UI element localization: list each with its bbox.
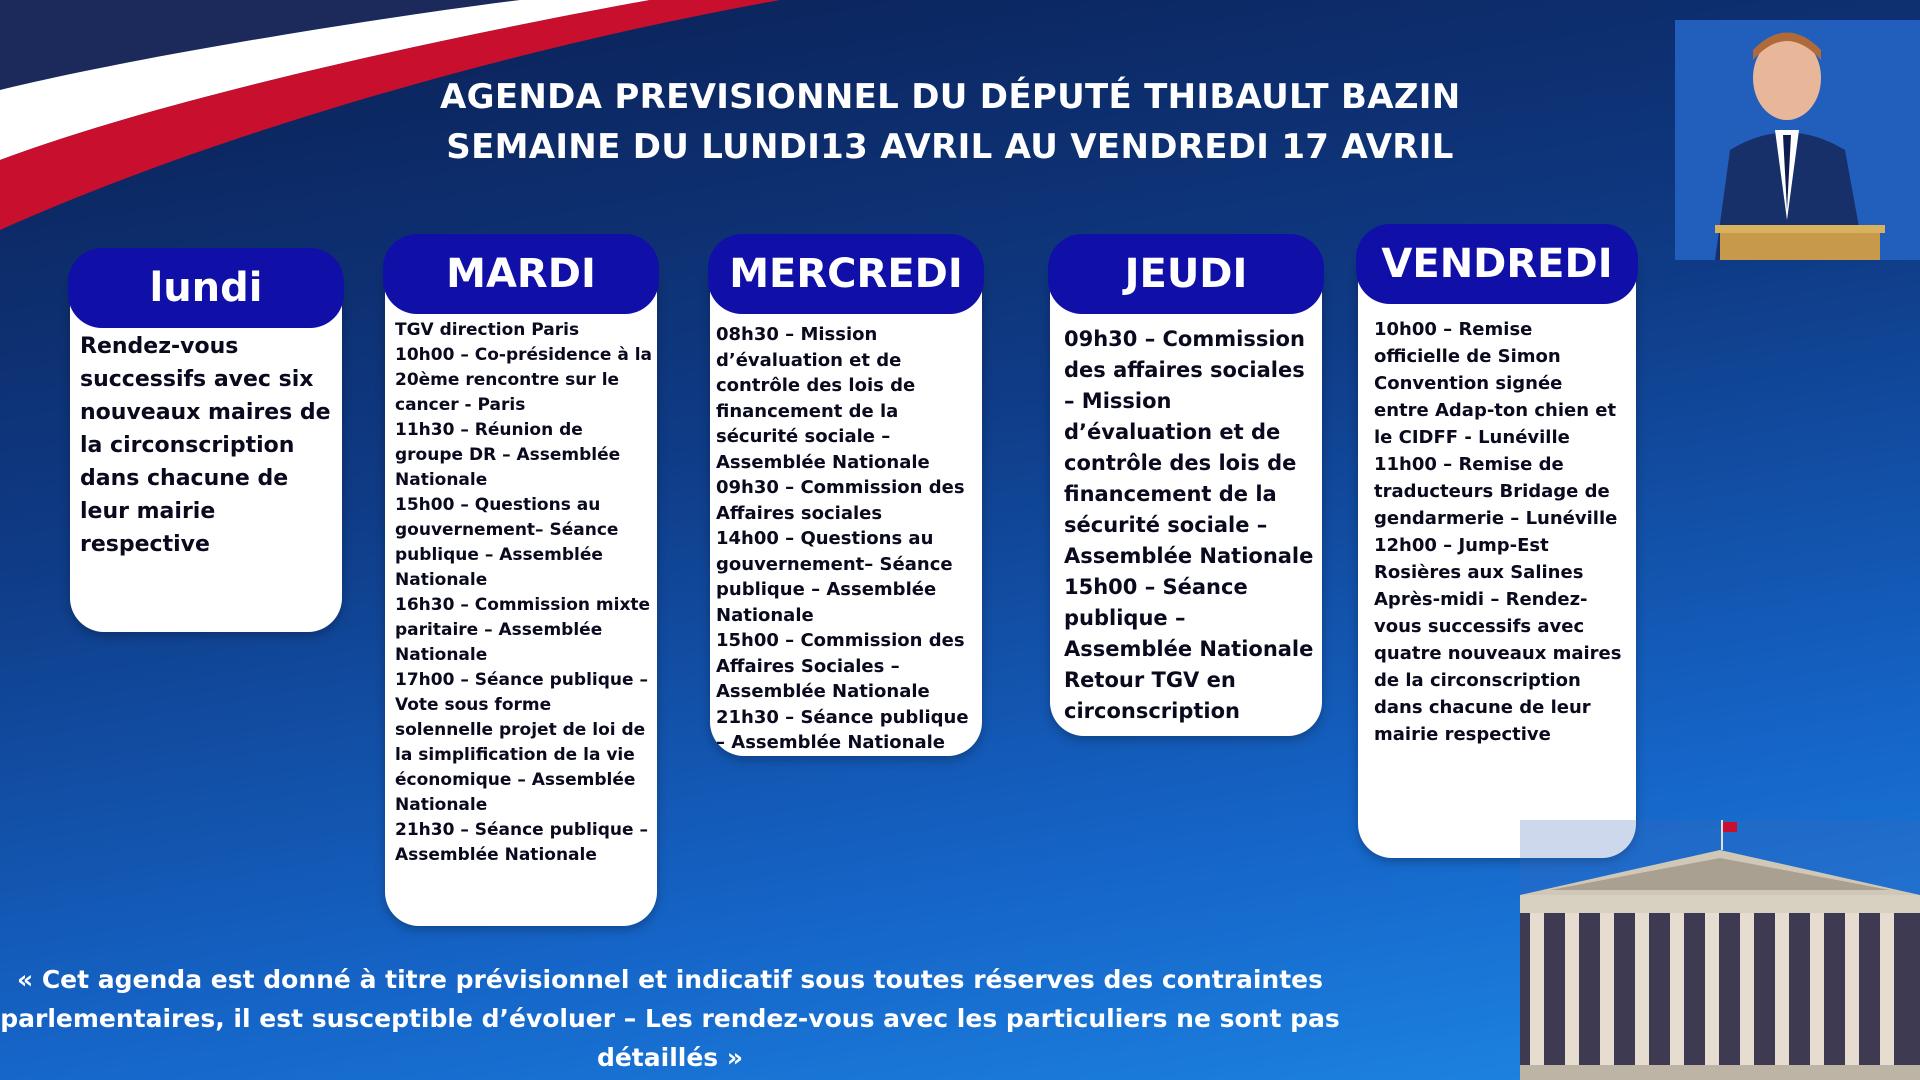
day-header-mardi: MARDI — [383, 234, 659, 314]
day-card-vendredi — [1358, 238, 1636, 858]
assemblee-nationale-building — [1520, 820, 1920, 1080]
day-header-vendredi: VENDREDI — [1356, 224, 1638, 304]
day-header-mercredi: MERCREDI — [708, 234, 984, 314]
day-content-vendredi: 10h00 – Remise officielle de Simon Convention signée entre Adap-ton chien et le CIDFF - Lunéville 11h00 – Remise de traducteurs Bridage de gendarmerie – Lunéville 12h00 – Jump-Est Rosières aux Salines Après-midi – Rendez-vous successifs avec quatre nouveaux maires de la circonscription dans chacune de leur mairie respective — [1374, 319, 1622, 745]
day-content-mercredi: 08h30 – Mission d’évaluation et de contrôle des lois de financement de la sécurité sociale – Assemblée Nationale 09h30 – Commission des Affaires sociales 14h00 – Questions au gouvernement– Séance publique – Assemblée Nationale 15h00 – Commission des Affaires Sociales – Assemblée Nationale 21h30 – Séance publique – Assemblée Nationale — [716, 324, 969, 753]
day-card-mercredi — [710, 248, 982, 756]
disclaimer: « Cet agenda est donné à titre prévisionnel et indicatif sous toutes réserves des contraintes parlementaires, il est susceptible d’évoluer – Les rendez-vous avec les particuliers ne sont pas détaillés » — [0, 965, 1340, 1072]
day-card-mardi — [385, 248, 657, 926]
day-content-lundi: Rendez-vous successifs avec six nouveaux maires de la circonscription dans chacune de leur mairie respective — [80, 334, 331, 557]
deputy-portrait — [1675, 20, 1920, 260]
agenda-title — [440, 72, 1460, 172]
title-line-1: AGENDA PREVISIONNEL DU DÉPUTÉ THIBAULT BAZIN — [440, 77, 1461, 117]
day-content-jeudi: 09h30 – Commission des affaires sociales – Mission d’évaluation et de contrôle des lois de financement de la sécurité sociale – Assemblée Nationale 15h00 – Séance publique – Assemblée Nationale Retour TGV en circonscription — [1064, 327, 1314, 723]
day-card-jeudi — [1050, 248, 1322, 736]
day-header-jeudi: JEUDI — [1048, 234, 1324, 314]
day-content-mardi: TGV direction Paris 10h00 – Co-présidence à la 20ème rencontre sur le cancer - Paris 11h30 – Réunion de groupe DR – Assemblée Nationale 15h00 – Questions au gouvernement– Séance publique – Assemblée Nationale 16h30 – Commission mixte paritaire – Assemblée Nationale 17h00 – Séance publique – Vote sous forme solennelle projet de loi de la simplification de la vie économique – Assemblée Nationale 21h30 – Séance publique – Assemblée Nationale — [395, 320, 653, 865]
day-card-lundi — [70, 262, 342, 632]
day-header-lundi: lundi — [68, 248, 344, 328]
title-line-2: SEMAINE DU LUNDI13 AVRIL AU VENDREDI 17 AVRIL — [446, 127, 1454, 167]
